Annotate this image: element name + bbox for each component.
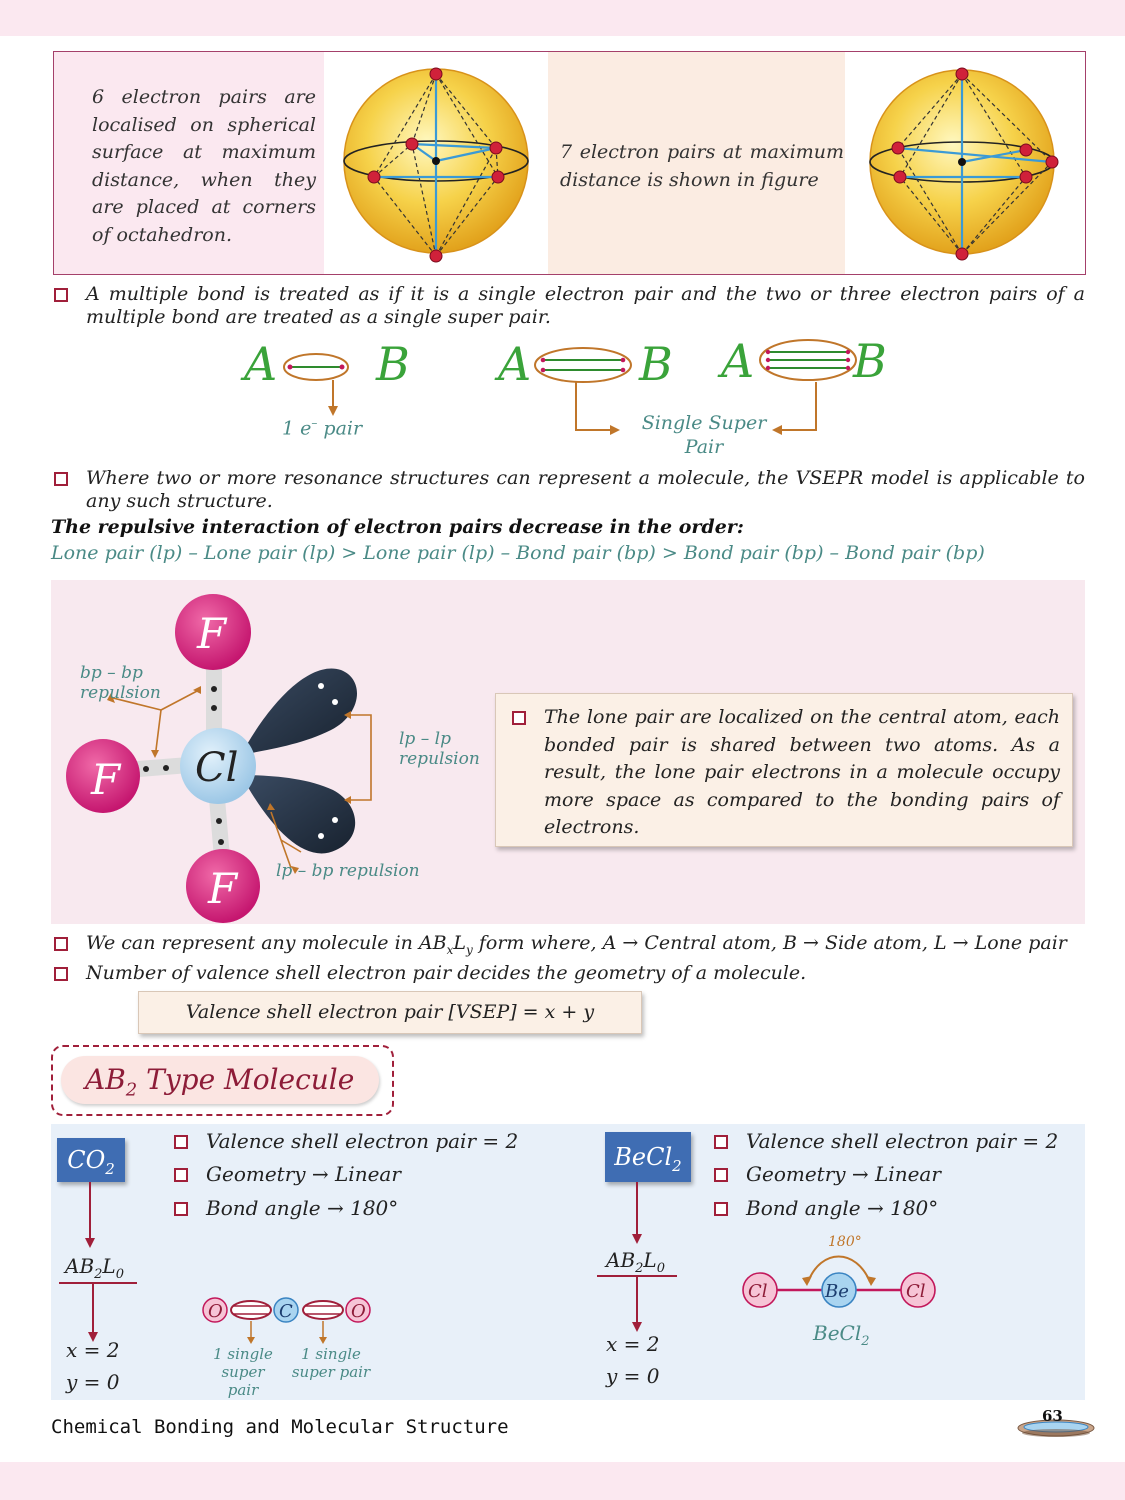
bullet-resonance — [86, 467, 1085, 513]
lone-pair-note-box — [495, 693, 1073, 847]
bullet-text: A multiple bond is treated as if it is a single electron pair and the two or three electron pairs of a multiple bond are treated as a single super pair. — [86, 283, 1085, 328]
co2-super-pair-right: 1 single super pair — [291, 1345, 371, 1381]
becl2-formula: $AB_2L_0$ — [606, 1248, 665, 1276]
fluorine-top: F — [197, 609, 227, 658]
co2-badge: $CO_2$ — [57, 1138, 125, 1182]
co2-x-value: x = 2 — [66, 1338, 120, 1362]
checkbox-bullet-icon — [54, 967, 68, 981]
bullet-geometry — [86, 962, 1086, 985]
becl2-caption: BeCl$_2$ — [813, 1321, 870, 1349]
atom-a-1: A — [244, 337, 278, 391]
super-pair-label: Single Super Pair — [641, 412, 767, 458]
checkbox-bullet-icon — [54, 288, 68, 302]
ab2-heading: $AB_2$ Type Molecule — [61, 1056, 379, 1104]
bullet-text: Number of valence shell electron pair decides the geometry of a molecule. — [86, 962, 807, 984]
becl2-structure — [736, 1230, 946, 1320]
co2-prop-1: Geometry → Linear — [206, 1163, 401, 1186]
becl2-angle-label: 180° — [828, 1234, 862, 1250]
becl2-badge: BeCl$_2$ — [605, 1132, 691, 1182]
checkbox-bullet-icon — [174, 1168, 188, 1182]
becl2-prop-1: Geometry → Linear — [746, 1163, 941, 1186]
vsep-formula-box: Valence shell electron pair [VSEP] = x + y — [138, 991, 642, 1034]
co2-prop-2: Bond angle → 180° — [206, 1197, 398, 1220]
co2-formula: $AB_2L_0$ — [65, 1254, 124, 1282]
atom-b-1: B — [376, 337, 410, 391]
ab2-heading-frame — [51, 1045, 394, 1116]
co2-o-left: O — [208, 1301, 223, 1322]
becl2-prop-0: Valence shell electron pair = 2 — [746, 1130, 1058, 1153]
bullet-abxly: We can represent any molecule in $AB_xL_y$ form where, A → Central atom, B → Side atom, L → Lone pair — [86, 932, 1086, 962]
co2-prop-0: Valence shell electron pair = 2 — [206, 1130, 518, 1153]
co2-super-pair-left: 1 single super pair — [213, 1345, 273, 1399]
checkbox-bullet-icon — [174, 1135, 188, 1149]
checkbox-bullet-icon — [174, 1202, 188, 1216]
multiple-bond-diagram — [240, 330, 900, 462]
checkbox-bullet-icon — [54, 937, 68, 951]
becl2-prop-2: Bond angle → 180° — [746, 1197, 938, 1220]
lone-pair-note — [544, 704, 1060, 842]
atom-b-2: B — [639, 337, 673, 391]
becl2-be: Be — [825, 1281, 849, 1302]
bullet-text: Where two or more resonance structures can represent a molecule, the VSEPR model is applicable to any such structure. — [86, 467, 1085, 512]
lp-lp-label: lp – lp repulsion — [399, 729, 480, 769]
checkbox-bullet-icon — [714, 1135, 728, 1149]
checkbox-bullet-icon — [54, 472, 68, 486]
checkbox-bullet-icon — [714, 1202, 728, 1216]
bottom-band — [0, 1462, 1125, 1500]
checkbox-bullet-icon — [714, 1168, 728, 1182]
order-heading: The repulsive interaction of electron pairs decrease in the order: — [51, 516, 744, 538]
lp-bp-label: lp – bp repulsion — [276, 861, 420, 881]
atom-b-3: B — [853, 334, 887, 388]
bp-bp-label: bp – bp repulsion — [80, 663, 161, 703]
top-band — [0, 0, 1125, 36]
checkbox-bullet-icon — [512, 711, 526, 725]
order-sequence: Lone pair (lp) – Lone pair (lp) > Lone pair (lp) – Bond pair (bp) > Bond pair (bp) – Bond pair (bp) — [51, 542, 985, 564]
fluorine-bottom: F — [208, 864, 238, 913]
co2-y-value: y = 0 — [66, 1370, 120, 1394]
fluorine-left: F — [91, 755, 121, 804]
page-number: 63 — [1042, 1407, 1063, 1425]
atom-a-3: A — [721, 334, 755, 388]
bullet-multiple-bond — [86, 283, 1085, 329]
becl2-x-value: x = 2 — [606, 1332, 660, 1356]
chlorine-center: Cl — [195, 745, 239, 791]
six-pairs-text: 6 electron pairs are localised on spherical surface at maximum distance, when they are placed at corners of octahedron. — [92, 86, 316, 246]
atom-a-2: A — [498, 337, 532, 391]
seven-pairs-sphere-figure — [856, 58, 1068, 270]
note-text: The lone pair are localized on the central atom, each bonded pair is shared between two atoms. As a result, the lone pair electrons in a molecule occupy more space as compared to the bonding pairs of electrons. — [544, 706, 1060, 838]
becl2-y-value: y = 0 — [606, 1364, 660, 1388]
seven-pairs-text: 7 electron pairs at maximum distance is shown in figure — [560, 141, 844, 191]
co2-structure — [196, 1290, 386, 1350]
co2-o-right: O — [351, 1301, 366, 1322]
one-pair-label: 1 e– pair — [282, 416, 363, 440]
footer-chapter-title: Chemical Bonding and Molecular Structure — [51, 1416, 509, 1438]
becl2-cl-right: Cl — [906, 1281, 926, 1302]
becl2-cl-left: Cl — [748, 1281, 768, 1302]
octahedron-sphere-figure — [330, 58, 542, 270]
co2-c: C — [279, 1301, 293, 1322]
